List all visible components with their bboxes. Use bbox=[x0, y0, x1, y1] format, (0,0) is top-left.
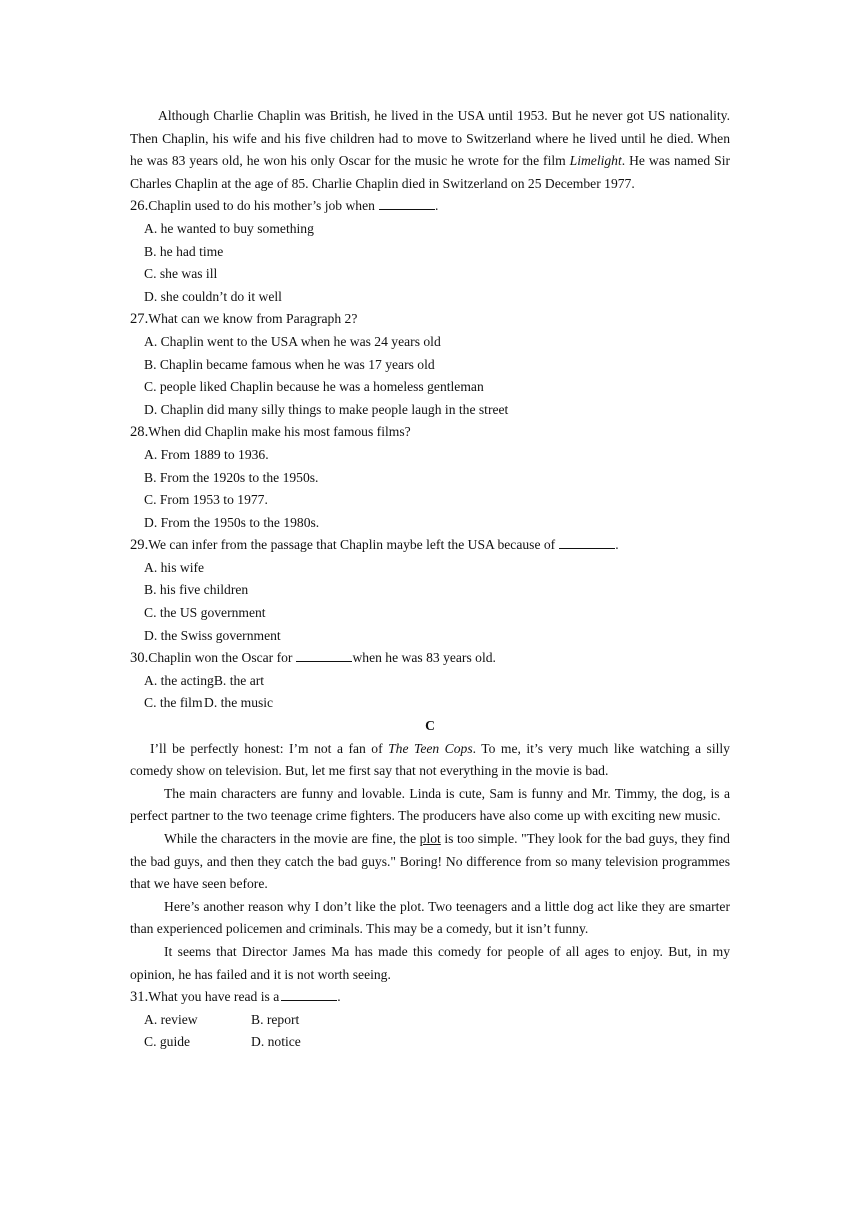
option-c[interactable]: C. the US government bbox=[144, 605, 266, 621]
option-c[interactable]: C. guide bbox=[144, 1034, 191, 1050]
question-stem: When did Chaplin make his most famous films? bbox=[148, 424, 411, 440]
option-d[interactable]: D. From the 1950s to the 1980s. bbox=[144, 514, 320, 530]
question-number: 27. bbox=[130, 311, 149, 328]
question-number: 29. bbox=[130, 537, 149, 554]
exam-page bbox=[130, 105, 730, 1054]
paragraph-text: While the characters in the movie are fine, the bbox=[164, 831, 420, 846]
option-a[interactable]: A. the acting bbox=[144, 672, 214, 688]
option-b[interactable]: B. he had time bbox=[144, 243, 224, 259]
option-d[interactable]: D. notice bbox=[251, 1034, 301, 1050]
option-d[interactable]: D. the music bbox=[204, 695, 274, 711]
option-c[interactable]: C. she was ill bbox=[144, 266, 218, 282]
underlined-word: plot bbox=[419, 831, 441, 846]
question-stem: Chaplin used to do his mother’s job when bbox=[148, 198, 375, 214]
answer-blank[interactable] bbox=[379, 195, 435, 210]
option-b[interactable]: B. Chaplin became famous when he was 17 years old bbox=[144, 356, 435, 372]
answer-blank[interactable] bbox=[281, 986, 337, 1001]
option-d[interactable]: D. she couldn’t do it well bbox=[144, 288, 282, 304]
passage-c-paragraph-1 bbox=[130, 738, 730, 783]
option-a[interactable]: A. review bbox=[144, 1011, 198, 1027]
option-c[interactable]: C. From 1953 to 1977. bbox=[144, 492, 268, 508]
paragraph-text: Although Charlie Chaplin was British, he lived in the USA until 1953. But he never got US nationality. Then Chaplin, his wife and his five children had to move to Switzerland where he lived until he died. When he was 83 years old, he won his only Oscar for the music he wrote for the film bbox=[130, 108, 730, 169]
question-29 bbox=[130, 534, 730, 647]
option-c[interactable]: C. the film bbox=[144, 695, 203, 711]
question-stem: We can infer from the passage that Chaplin maybe left the USA because of bbox=[148, 537, 556, 553]
question-26 bbox=[130, 195, 730, 308]
option-b[interactable]: B. From the 1920s to the 1950s. bbox=[144, 469, 319, 485]
options-row-2 bbox=[130, 692, 730, 715]
passage-c-paragraph-5: It seems that Director James Ma has made this comedy for people of all ages to enjoy. But, in my opinion, he has failed and it is not worth seeing. bbox=[130, 943, 730, 982]
movie-title: The Teen Cops bbox=[388, 740, 473, 756]
question-stem-end: when he was 83 years old. bbox=[352, 650, 496, 666]
question-stem: Chaplin won the Oscar for bbox=[148, 650, 293, 666]
option-b[interactable]: B. report bbox=[251, 1011, 300, 1027]
option-a[interactable]: A. his wife bbox=[144, 559, 205, 575]
question-number: 26. bbox=[130, 198, 149, 215]
question-number: 28. bbox=[130, 424, 149, 441]
question-28 bbox=[130, 421, 730, 534]
question-stem-end: . bbox=[337, 989, 341, 1005]
question-number: 31. bbox=[130, 989, 149, 1006]
option-a[interactable]: A. he wanted to buy something bbox=[144, 220, 314, 236]
question-number: 30. bbox=[130, 650, 149, 667]
question-stem: What you have read is a bbox=[148, 989, 280, 1005]
option-a[interactable]: A. Chaplin went to the USA when he was 24 years old bbox=[144, 333, 441, 349]
option-b[interactable]: B. his five children bbox=[144, 582, 249, 598]
option-a[interactable]: A. From 1889 to 1936. bbox=[144, 446, 269, 462]
answer-blank[interactable] bbox=[296, 647, 352, 662]
question-stem-end: . bbox=[434, 198, 439, 214]
paragraph-text: . He was named Sir Charles Chaplin at the age of 85. Charlie Chaplin died in Switzerland on 25 December 1977. bbox=[130, 153, 730, 191]
options-row-1 bbox=[130, 670, 730, 693]
passage-c-paragraph-4: Here’s another reason why I don’t like the plot. Two teenagers and a little dog act like they are smarter than experienced policemen and criminals. This may be a comedy, but it isn’t funny. bbox=[130, 898, 730, 937]
option-b[interactable]: B. the art bbox=[213, 672, 265, 688]
paragraph-text: is too simple. "They look for the bad guys, they find the bad guys, and then they catch the bad guys." Boring! No difference from so many television programmes that we have seen before. bbox=[130, 831, 730, 892]
option-c[interactable]: C. people liked Chaplin because he was a homeless gentleman bbox=[144, 379, 484, 395]
passage-c-paragraph-2: The main characters are funny and lovable. Linda is cute, Sam is funny and Mr. Timmy, the dog, is a perfect partner to the two teenage crime fighters. The producers have also come up with exciting new music. bbox=[130, 785, 730, 824]
paragraph-text: . To me, it’s very much like watching a silly comedy show on television. But, let me first say that not everything in the movie is bad. bbox=[130, 740, 730, 779]
passage-c-paragraph-3 bbox=[130, 828, 730, 896]
film-title: Limelight bbox=[569, 153, 622, 169]
question-stem-end: . bbox=[615, 537, 619, 553]
paragraph-text: I’ll be perfectly honest: I’m not a fan of bbox=[150, 740, 389, 756]
question-27 bbox=[130, 308, 730, 421]
option-d[interactable]: D. Chaplin did many silly things to make people laugh in the street bbox=[144, 401, 509, 417]
answer-blank[interactable] bbox=[559, 534, 615, 549]
options-row-1 bbox=[130, 1009, 730, 1032]
question-31 bbox=[130, 986, 730, 1054]
section-heading: C bbox=[425, 718, 435, 734]
question-30 bbox=[130, 647, 730, 715]
options-row-2 bbox=[130, 1031, 730, 1054]
option-d[interactable]: D. the Swiss government bbox=[144, 627, 281, 643]
passage-b-final-paragraph bbox=[130, 105, 730, 195]
question-stem: What can we know from Paragraph 2? bbox=[148, 311, 358, 327]
